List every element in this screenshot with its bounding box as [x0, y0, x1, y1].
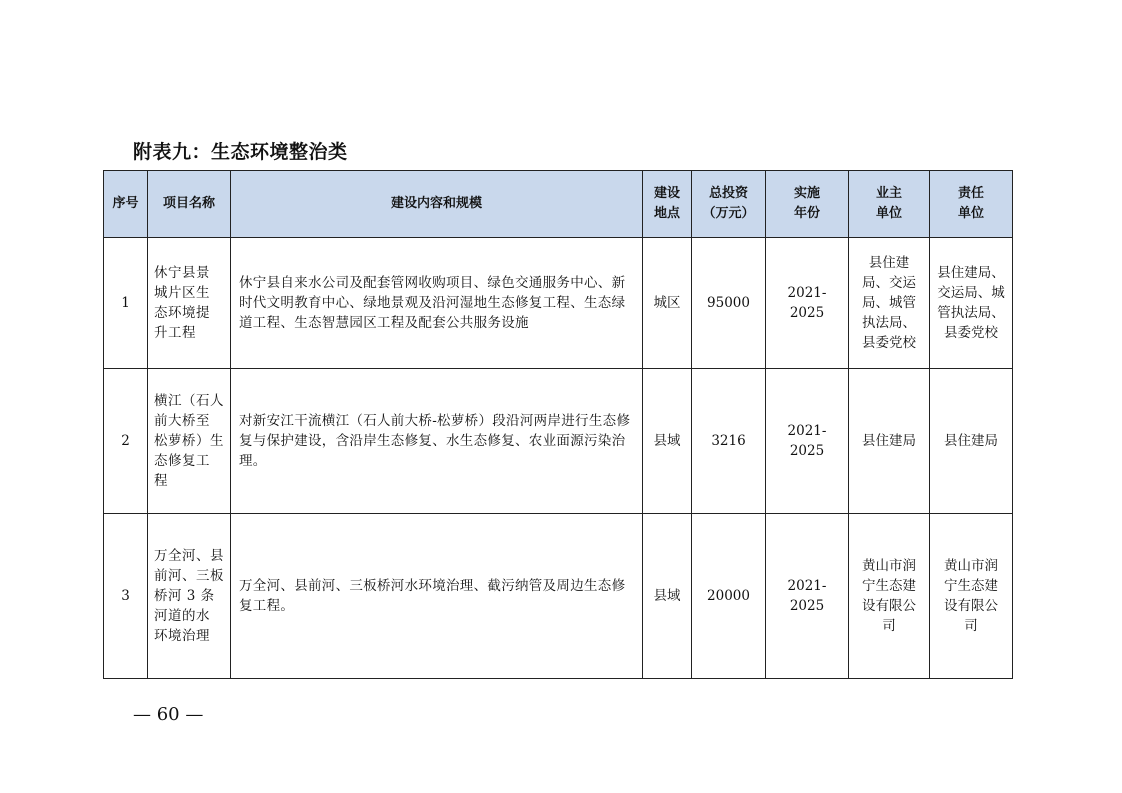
header-row: [104, 171, 1013, 238]
cell-years: 2021-2025: [766, 238, 849, 369]
table-title: 附表九：生态环境整治类: [133, 141, 348, 163]
cell-responsible: 县住建局、 交运局、城 管执法局、 县委党校: [930, 238, 1013, 369]
table-row: [104, 369, 1013, 514]
cell-owner: 黄山市润 宁生态建 设有限公 司: [849, 514, 930, 679]
cell-owner: 县住建局: [849, 369, 930, 514]
cell-no: 1: [104, 238, 148, 369]
header-owner: 业主 单位: [849, 171, 930, 238]
header-investment: 总投资 （万元）: [692, 171, 766, 238]
cell-investment: 3216: [692, 369, 766, 514]
cell-name: 横江（石人 前大桥至 松萝桥）生 态修复工 程: [148, 369, 231, 514]
header-name: 项目名称: [148, 171, 231, 238]
table-row: [104, 514, 1013, 679]
cell-content: 对新安江干流横江（石人前大桥-松萝桥）段沿河两岸进行生态修复与保护建设，含沿岸生态修复、水生态修复、农业面源污染治理。: [231, 369, 643, 514]
cell-location: 县域: [643, 514, 692, 679]
cell-no: 2: [104, 369, 148, 514]
cell-content: 休宁县自来水公司及配套管网收购项目、绿色交通服务中心、新时代文明教育中心、绿地景观及沿河湿地生态修复工程、生态绿道工程、生态智慧园区工程及配套公共服务设施: [231, 238, 643, 369]
page-number: — 60 —: [133, 704, 204, 725]
header-location: 建设 地点: [643, 171, 692, 238]
cell-location: 县域: [643, 369, 692, 514]
header-years: 实施 年份: [766, 171, 849, 238]
cell-name: 万全河、县 前河、三板 桥河 3 条 河道的水 环境治理: [148, 514, 231, 679]
cell-location: 城区: [643, 238, 692, 369]
project-table: [103, 170, 1013, 679]
cell-years: 2021-2025: [766, 369, 849, 514]
table-row: [104, 238, 1013, 369]
cell-no: 3: [104, 514, 148, 679]
cell-investment: 95000: [692, 238, 766, 369]
header-responsible: 责任 单位: [930, 171, 1013, 238]
cell-content: 万全河、县前河、三板桥河水环境治理、截污纳管及周边生态修复工程。: [231, 514, 643, 679]
cell-responsible: 黄山市润 宁生态建 设有限公 司: [930, 514, 1013, 679]
cell-years: 2021-2025: [766, 514, 849, 679]
cell-name: 休宁县景 城片区生 态环境提 升工程: [148, 238, 231, 369]
header-no: 序号: [104, 171, 148, 238]
header-content: 建设内容和规模: [231, 171, 643, 238]
cell-responsible: 县住建局: [930, 369, 1013, 514]
cell-owner: 县住建 局、交运 局、城管 执法局、 县委党校: [849, 238, 930, 369]
cell-investment: 20000: [692, 514, 766, 679]
